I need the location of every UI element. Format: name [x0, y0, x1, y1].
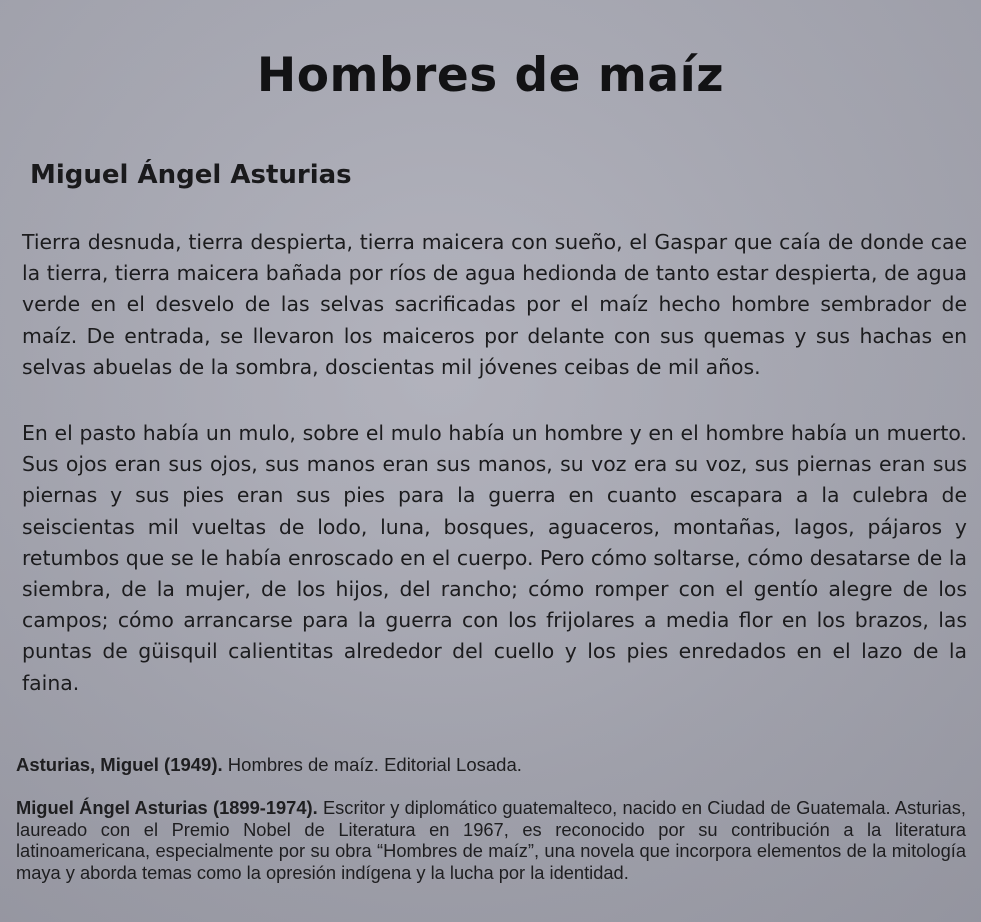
- page-title: Hombres de maíz: [256, 48, 725, 103]
- bio-text: Escritor y diplomático guatemalteco, nacido en Ciudad de Guatemala. Asturias, laureado con el Premio Nobel de Literatura en 1967, es reconocido por su contribución a la literatura latinoamericana, especialmente por su obra “Hombres de maíz”, una novela que incorpora elementos de la mitología maya y aborda temas como la opresión indígena y la lucha por la identidad.: [16, 797, 967, 883]
- body-paragraph-1: Tierra desnuda, tierra despierta, tierra maicera con sueño, el Gaspar que caía de donde cae la tierra, tierra maicera bañada por ríos de agua hedionda de tanto estar despierta, de agua verde en el desvelo de las selvas sacrificadas por el maíz hecho hombre sembrador de maíz. De entrada, se llevaron los maiceros por delante con sus quemas y sus hachas en selvas abuelas de la sombra, doscientas mil jóvenes ceibas de mil años.: [22, 230, 967, 379]
- citation-text: Hombres de maíz. Editorial Losada.: [222, 754, 522, 775]
- bio-heading: Miguel Ángel Asturias (1899-1974).: [16, 797, 318, 818]
- author-name: Miguel Ángel Asturias: [30, 160, 352, 190]
- citation-reference: Asturias, Miguel (1949).: [16, 754, 223, 775]
- citation: [16, 754, 522, 776]
- body-paragraph-2: En el pasto había un mulo, sobre el mulo había un hombre y en el hombre había un muerto. Sus ojos eran sus ojos, sus manos eran sus manos, su voz era su voz, sus piernas eran sus piernas y sus pies eran sus pies para la guerra en cuanto escapara a la culebra de seiscientas mil vueltas de lodo, luna, bosques, aguaceros, montañas, lagos, pájaros y retumbos que se le había enroscado en el cuerpo. Pero cómo soltarse, cómo desatarse de la siembra, de la mujer, de los hijos, del rancho; cómo romper con el gentío alegre de los campos; cómo arrancarse para la guerra con los frijolares a media flor en los brazos, las puntas de güisquil calientitas alrededor del cuello y los pies enredados en el lazo de la faina.: [22, 421, 967, 695]
- author-bio: [16, 797, 966, 883]
